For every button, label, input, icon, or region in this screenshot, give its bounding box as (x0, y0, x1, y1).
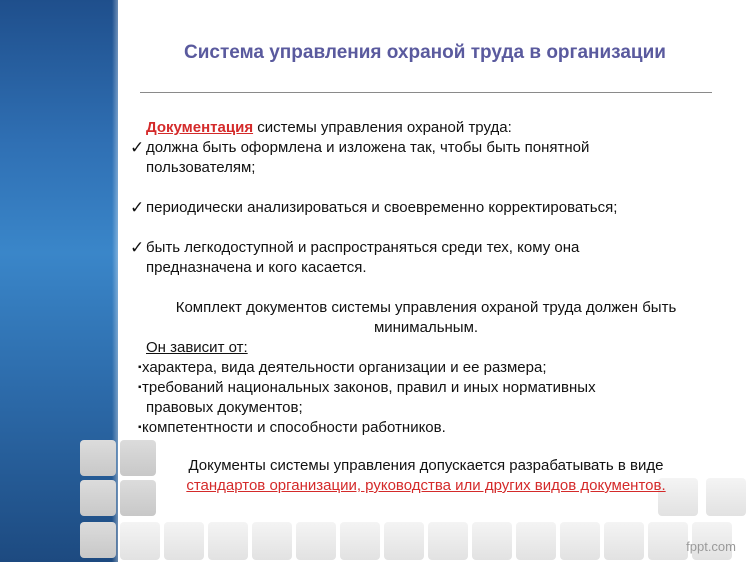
check-item (126, 138, 726, 178)
intro-line (126, 118, 726, 138)
check-item-text: должна быть оформлена и изложена так, чтобы быть понятной (146, 139, 590, 156)
page-title: Система управления охраной труда в организации (184, 42, 666, 63)
tile (604, 522, 644, 560)
slide-content (126, 118, 726, 496)
tile (80, 440, 116, 476)
bullet-icon: ▪ (138, 362, 142, 373)
depends-label: Он зависит от: (146, 339, 248, 356)
title-divider (140, 92, 712, 93)
tile (340, 522, 380, 560)
tile (516, 522, 556, 560)
tile (384, 522, 424, 560)
bullet-icon: ▪ (138, 422, 142, 433)
tile (208, 522, 248, 560)
check-item-text: быть легкодоступной и распространяться среди тех, кому она (146, 239, 580, 256)
tile (80, 522, 116, 558)
kit-line-cont: минимальным. (373, 319, 479, 336)
bullet-item (126, 358, 726, 378)
tile (472, 522, 512, 560)
bullet-item (126, 378, 726, 418)
checkmark-icon: ✓ (130, 238, 145, 257)
left-sidebar-decoration (0, 0, 118, 562)
bullet-text-cont: правовых документов; (146, 399, 303, 416)
final-line-highlight: стандартов организации, руководства или других видов документов. (186, 477, 666, 494)
brand-logo: fppt.com (686, 539, 736, 554)
check-item-text-cont: предназначена и кого касается. (146, 259, 367, 276)
check-item (126, 238, 726, 278)
bullet-text: требований национальных законов, правил и иных нормативных (142, 379, 596, 396)
bullet-text: характера, вида деятельности организации и ее размера; (142, 359, 547, 376)
tile (648, 522, 688, 560)
checkmark-icon: ✓ (130, 198, 145, 217)
tile (296, 522, 336, 560)
final-line: Документы системы управления допускается разрабатывать в виде (188, 457, 664, 474)
tile (252, 522, 292, 560)
checkmark-icon: ✓ (130, 138, 145, 157)
bullet-text: компетентности и способности работников. (142, 419, 446, 436)
intro-text: системы управления охраной труда: (253, 119, 512, 136)
bullet-item (126, 418, 726, 438)
bullet-icon: ▪ (138, 382, 142, 393)
tile (80, 480, 116, 516)
check-item (126, 198, 726, 218)
check-item-text-cont: пользователям; (146, 159, 256, 176)
tile (120, 522, 160, 560)
tile (164, 522, 204, 560)
check-item-text: периодически анализироваться и своевременно корректироваться; (146, 199, 618, 216)
kit-line: Комплект документов системы управления охраной труда должен быть (175, 299, 677, 316)
tile (560, 522, 600, 560)
tile (428, 522, 468, 560)
documentation-highlight: Документация (146, 119, 254, 136)
